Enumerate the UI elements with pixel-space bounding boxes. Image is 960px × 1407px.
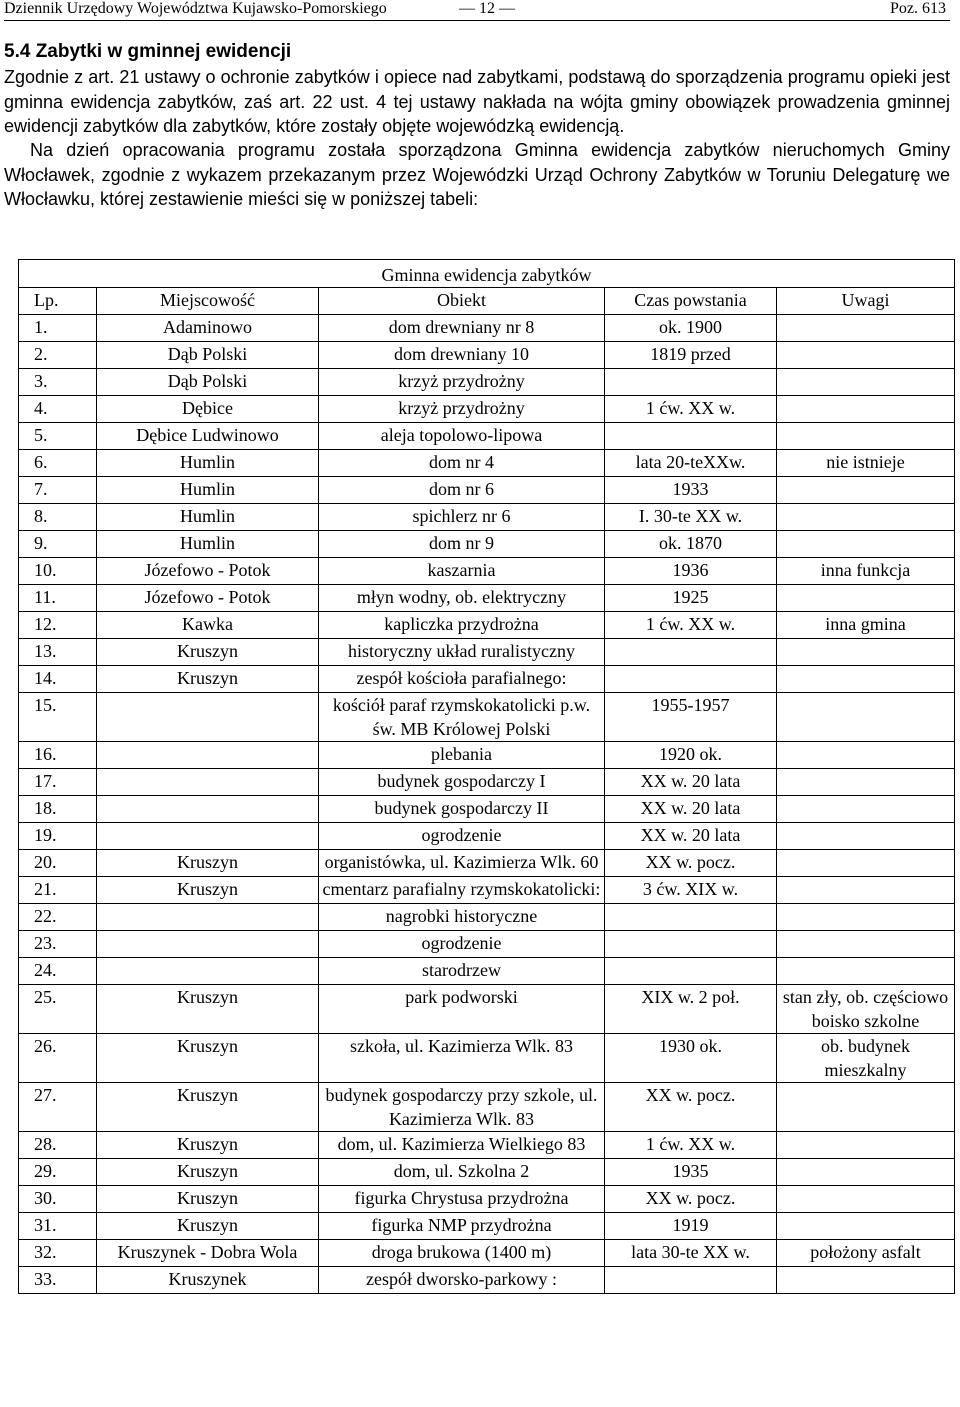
cell-object: figurka NMP przydrożna xyxy=(319,1213,605,1240)
table-row xyxy=(19,1132,955,1159)
cell-lp: 4. xyxy=(19,396,97,423)
cell-notes xyxy=(777,639,955,666)
page-number: — 12 — xyxy=(459,0,515,17)
cell-date: 1 ćw. XX w. xyxy=(605,396,777,423)
cell-object: ogrodzenie xyxy=(319,823,605,850)
cell-lp: 6. xyxy=(19,450,97,477)
cell-date: 1 ćw. XX w. xyxy=(605,612,777,639)
cell-date: lata 30-te XX w. xyxy=(605,1240,777,1267)
cell-date: ok. 1900 xyxy=(605,315,777,342)
cell-date: lata 20-teXXw. xyxy=(605,450,777,477)
table-row xyxy=(19,450,955,477)
table-row xyxy=(19,1159,955,1186)
cell-lp: 32. xyxy=(19,1240,97,1267)
cell-date xyxy=(605,639,777,666)
cell-date xyxy=(605,369,777,396)
cell-notes: inna funkcja xyxy=(777,558,955,585)
cell-date xyxy=(605,958,777,985)
cell-date: 1930 ok. xyxy=(605,1034,777,1083)
table-row xyxy=(19,558,955,585)
table-row xyxy=(19,1240,955,1267)
cell-object: młyn wodny, ob. elektryczny xyxy=(319,585,605,612)
cell-lp: 30. xyxy=(19,1186,97,1213)
cell-object: budynek gospodarczy II xyxy=(319,796,605,823)
cell-date xyxy=(605,1267,777,1294)
cell-lp: 3. xyxy=(19,369,97,396)
cell-locality xyxy=(97,958,319,985)
cell-notes xyxy=(777,904,955,931)
table-row xyxy=(19,531,955,558)
cell-date: 1925 xyxy=(605,585,777,612)
cell-lp: 5. xyxy=(19,423,97,450)
cell-locality: Dębice Ludwinowo xyxy=(97,423,319,450)
cell-lp: 22. xyxy=(19,904,97,931)
cell-lp: 7. xyxy=(19,477,97,504)
cell-notes xyxy=(777,1083,955,1132)
cell-locality xyxy=(97,693,319,742)
table-row xyxy=(19,850,955,877)
cell-notes xyxy=(777,1213,955,1240)
table-row xyxy=(19,769,955,796)
table-row xyxy=(19,1186,955,1213)
cell-lp: 19. xyxy=(19,823,97,850)
cell-object: cmentarz parafialny rzymskokatolicki: xyxy=(319,877,605,904)
cell-date: 3 ćw. XIX w. xyxy=(605,877,777,904)
header-object: Obiekt xyxy=(319,288,605,315)
cell-object: aleja topolowo-lipowa xyxy=(319,423,605,450)
cell-lp: 33. xyxy=(19,1267,97,1294)
cell-object: szkoła, ul. Kazimierza Wlk. 83 xyxy=(319,1034,605,1083)
cell-lp: 29. xyxy=(19,1159,97,1186)
cell-date xyxy=(605,666,777,693)
cell-date: XX w. 20 lata xyxy=(605,769,777,796)
cell-locality: Humlin xyxy=(97,531,319,558)
cell-object: ogrodzenie xyxy=(319,931,605,958)
cell-object: dom, ul. Szkolna 2 xyxy=(319,1159,605,1186)
cell-date: XX w. pocz. xyxy=(605,850,777,877)
cell-date: ok. 1870 xyxy=(605,531,777,558)
cell-object: krzyż przydrożny xyxy=(319,396,605,423)
cell-date: 1935 xyxy=(605,1159,777,1186)
cell-date xyxy=(605,904,777,931)
cell-locality: Adaminowo xyxy=(97,315,319,342)
table-row xyxy=(19,693,955,742)
cell-locality: Kruszyn xyxy=(97,985,319,1034)
cell-lp: 28. xyxy=(19,1132,97,1159)
cell-notes xyxy=(777,1186,955,1213)
cell-object: zespół kościoła parafialnego: xyxy=(319,666,605,693)
table-row xyxy=(19,985,955,1034)
cell-object: kapliczka przydrożna xyxy=(319,612,605,639)
cell-locality: Józefowo - Potok xyxy=(97,585,319,612)
cell-lp: 27. xyxy=(19,1083,97,1132)
cell-locality: Dąb Polski xyxy=(97,342,319,369)
header-locality: Miejscowość xyxy=(97,288,319,315)
cell-object: organistówka, ul. Kazimierza Wlk. 60 xyxy=(319,850,605,877)
table-row xyxy=(19,823,955,850)
cell-lp: 9. xyxy=(19,531,97,558)
table-row xyxy=(19,666,955,693)
cell-object: park podworski xyxy=(319,985,605,1034)
cell-object: kościół paraf rzymskokatolicki p.w. św. MB Królowej Polski xyxy=(319,693,605,742)
journal-title: Dziennik Urzędowy Województwa Kujawsko-Pomorskiego xyxy=(4,0,387,17)
cell-locality xyxy=(97,823,319,850)
cell-locality xyxy=(97,931,319,958)
cell-lp: 2. xyxy=(19,342,97,369)
cell-lp: 25. xyxy=(19,985,97,1034)
paragraph-legal-basis: Zgodnie z art. 21 ustawy o ochronie zabytków i opiece nad zabytkami, podstawą do sporządzenia programu opieki jest gminna ewidencja zabytków, zaś art. 22 ust. 4 tej ustawy nakłada na wójta gminy obowiązek prowadzenia gminnej ewidencji zabytków dla zabytków, które zostały objęte wojewódzką ewidencją. xyxy=(4,67,950,136)
header-date: Czas powstania xyxy=(605,288,777,315)
cell-notes xyxy=(777,742,955,769)
cell-notes: nie istnieje xyxy=(777,450,955,477)
table-row xyxy=(19,396,955,423)
cell-notes xyxy=(777,666,955,693)
table-row xyxy=(19,877,955,904)
cell-object: zespół dworsko-parkowy : xyxy=(319,1267,605,1294)
table-row xyxy=(19,1213,955,1240)
cell-object: budynek gospodarczy I xyxy=(319,769,605,796)
cell-date: XIX w. 2 poł. xyxy=(605,985,777,1034)
cell-locality: Józefowo - Potok xyxy=(97,558,319,585)
table-row xyxy=(19,1083,955,1132)
cell-notes xyxy=(777,477,955,504)
cell-locality: Kruszyn xyxy=(97,1132,319,1159)
cell-date: I. 30-te XX w. xyxy=(605,504,777,531)
table-row xyxy=(19,342,955,369)
table-title: Gminna ewidencja zabytków xyxy=(19,260,955,288)
paragraph-inventory-intro: Na dzień opracowania programu została sporządzona Gminna ewidencja zabytków nieruchomych Gminy Włocławek, zgodnie z wykazem przekazanym przez Wojewódzki Urząd Ochrony Zabytków w Toruniu Delegaturę we Włocławku, której zestawienie mieści się w poniższej tabeli: xyxy=(4,140,950,209)
table-row xyxy=(19,904,955,931)
cell-locality: Kruszyn xyxy=(97,1159,319,1186)
cell-date: XX w. pocz. xyxy=(605,1186,777,1213)
cell-notes xyxy=(777,369,955,396)
header-notes: Uwagi xyxy=(777,288,955,315)
cell-notes xyxy=(777,850,955,877)
header-lp: Lp. xyxy=(19,288,97,315)
cell-lp: 24. xyxy=(19,958,97,985)
table-row xyxy=(19,639,955,666)
cell-object: dom nr 9 xyxy=(319,531,605,558)
cell-date: 1955-1957 xyxy=(605,693,777,742)
cell-object: dom drewniany nr 8 xyxy=(319,315,605,342)
cell-lp: 14. xyxy=(19,666,97,693)
table-row xyxy=(19,477,955,504)
cell-date: 1819 przed xyxy=(605,342,777,369)
cell-locality: Humlin xyxy=(97,504,319,531)
cell-date: XX w. 20 lata xyxy=(605,796,777,823)
cell-object: historyczny układ ruralistyczny xyxy=(319,639,605,666)
cell-locality: Kruszynek xyxy=(97,1267,319,1294)
cell-lp: 15. xyxy=(19,693,97,742)
cell-notes xyxy=(777,877,955,904)
cell-date: XX w. pocz. xyxy=(605,1083,777,1132)
cell-locality: Kruszyn xyxy=(97,1186,319,1213)
cell-notes xyxy=(777,423,955,450)
section-title: 5.4 Zabytki w gminnej ewidencji xyxy=(4,41,292,62)
table-title-row xyxy=(19,260,955,288)
cell-notes xyxy=(777,585,955,612)
cell-lp: 20. xyxy=(19,850,97,877)
cell-notes xyxy=(777,504,955,531)
cell-notes xyxy=(777,1132,955,1159)
cell-locality xyxy=(97,904,319,931)
cell-notes xyxy=(777,315,955,342)
cell-notes xyxy=(777,342,955,369)
cell-date: 1919 xyxy=(605,1213,777,1240)
cell-object: dom nr 6 xyxy=(319,477,605,504)
cell-locality: Humlin xyxy=(97,450,319,477)
cell-object: dom drewniany 10 xyxy=(319,342,605,369)
table-row xyxy=(19,369,955,396)
cell-notes xyxy=(777,796,955,823)
position-number: Poz. 613 xyxy=(890,0,946,17)
cell-lp: 1. xyxy=(19,315,97,342)
cell-notes: stan zły, ob. częściowo boisko szkolne xyxy=(777,985,955,1034)
cell-object: dom, ul. Kazimierza Wielkiego 83 xyxy=(319,1132,605,1159)
cell-locality: Kawka xyxy=(97,612,319,639)
cell-locality: Kruszyn xyxy=(97,639,319,666)
cell-lp: 10. xyxy=(19,558,97,585)
cell-notes xyxy=(777,958,955,985)
page-header xyxy=(4,0,950,21)
cell-locality: Kruszyn xyxy=(97,877,319,904)
cell-locality: Kruszyn xyxy=(97,1213,319,1240)
table-row xyxy=(19,796,955,823)
cell-notes: położony asfalt xyxy=(777,1240,955,1267)
cell-lp: 21. xyxy=(19,877,97,904)
cell-locality: Kruszyn xyxy=(97,1034,319,1083)
cell-locality: Humlin xyxy=(97,477,319,504)
cell-object: spichlerz nr 6 xyxy=(319,504,605,531)
cell-locality: Kruszynek - Dobra Wola xyxy=(97,1240,319,1267)
cell-locality xyxy=(97,742,319,769)
table-row xyxy=(19,315,955,342)
cell-lp: 17. xyxy=(19,769,97,796)
cell-locality: Kruszyn xyxy=(97,850,319,877)
monuments-register-table xyxy=(18,259,955,1294)
cell-lp: 8. xyxy=(19,504,97,531)
table-row xyxy=(19,585,955,612)
cell-notes xyxy=(777,531,955,558)
cell-date: 1933 xyxy=(605,477,777,504)
cell-lp: 11. xyxy=(19,585,97,612)
cell-locality xyxy=(97,769,319,796)
cell-lp: 23. xyxy=(19,931,97,958)
cell-object: kaszarnia xyxy=(319,558,605,585)
cell-object: budynek gospodarczy przy szkole, ul. Kazimierza Wlk. 83 xyxy=(319,1083,605,1132)
cell-object: figurka Chrystusa przydrożna xyxy=(319,1186,605,1213)
cell-locality: Dębice xyxy=(97,396,319,423)
cell-object: starodrzew xyxy=(319,958,605,985)
cell-object: nagrobki historyczne xyxy=(319,904,605,931)
table-row xyxy=(19,958,955,985)
table-header-row xyxy=(19,288,955,315)
table-row xyxy=(19,423,955,450)
cell-object: droga brukowa (1400 m) xyxy=(319,1240,605,1267)
cell-notes xyxy=(777,931,955,958)
cell-lp: 12. xyxy=(19,612,97,639)
cell-notes xyxy=(777,396,955,423)
cell-date: XX w. 20 lata xyxy=(605,823,777,850)
table-row xyxy=(19,1267,955,1294)
cell-date: 1936 xyxy=(605,558,777,585)
cell-object: plebania xyxy=(319,742,605,769)
table-row xyxy=(19,612,955,639)
cell-date xyxy=(605,931,777,958)
cell-notes xyxy=(777,823,955,850)
cell-locality: Dąb Polski xyxy=(97,369,319,396)
cell-date: 1 ćw. XX w. xyxy=(605,1132,777,1159)
cell-date xyxy=(605,423,777,450)
cell-date: 1920 ok. xyxy=(605,742,777,769)
cell-lp: 26. xyxy=(19,1034,97,1083)
table-row xyxy=(19,504,955,531)
table-row xyxy=(19,1034,955,1083)
cell-notes xyxy=(777,1267,955,1294)
cell-notes xyxy=(777,769,955,796)
cell-lp: 16. xyxy=(19,742,97,769)
cell-notes xyxy=(777,693,955,742)
cell-locality: Kruszyn xyxy=(97,1083,319,1132)
cell-notes: ob. budynek mieszkalny xyxy=(777,1034,955,1083)
cell-locality xyxy=(97,796,319,823)
cell-lp: 18. xyxy=(19,796,97,823)
cell-locality: Kruszyn xyxy=(97,666,319,693)
table-row xyxy=(19,742,955,769)
cell-object: dom nr 4 xyxy=(319,450,605,477)
cell-notes: inna gmina xyxy=(777,612,955,639)
cell-lp: 31. xyxy=(19,1213,97,1240)
table-row xyxy=(19,931,955,958)
cell-notes xyxy=(777,1159,955,1186)
cell-object: krzyż przydrożny xyxy=(319,369,605,396)
cell-lp: 13. xyxy=(19,639,97,666)
